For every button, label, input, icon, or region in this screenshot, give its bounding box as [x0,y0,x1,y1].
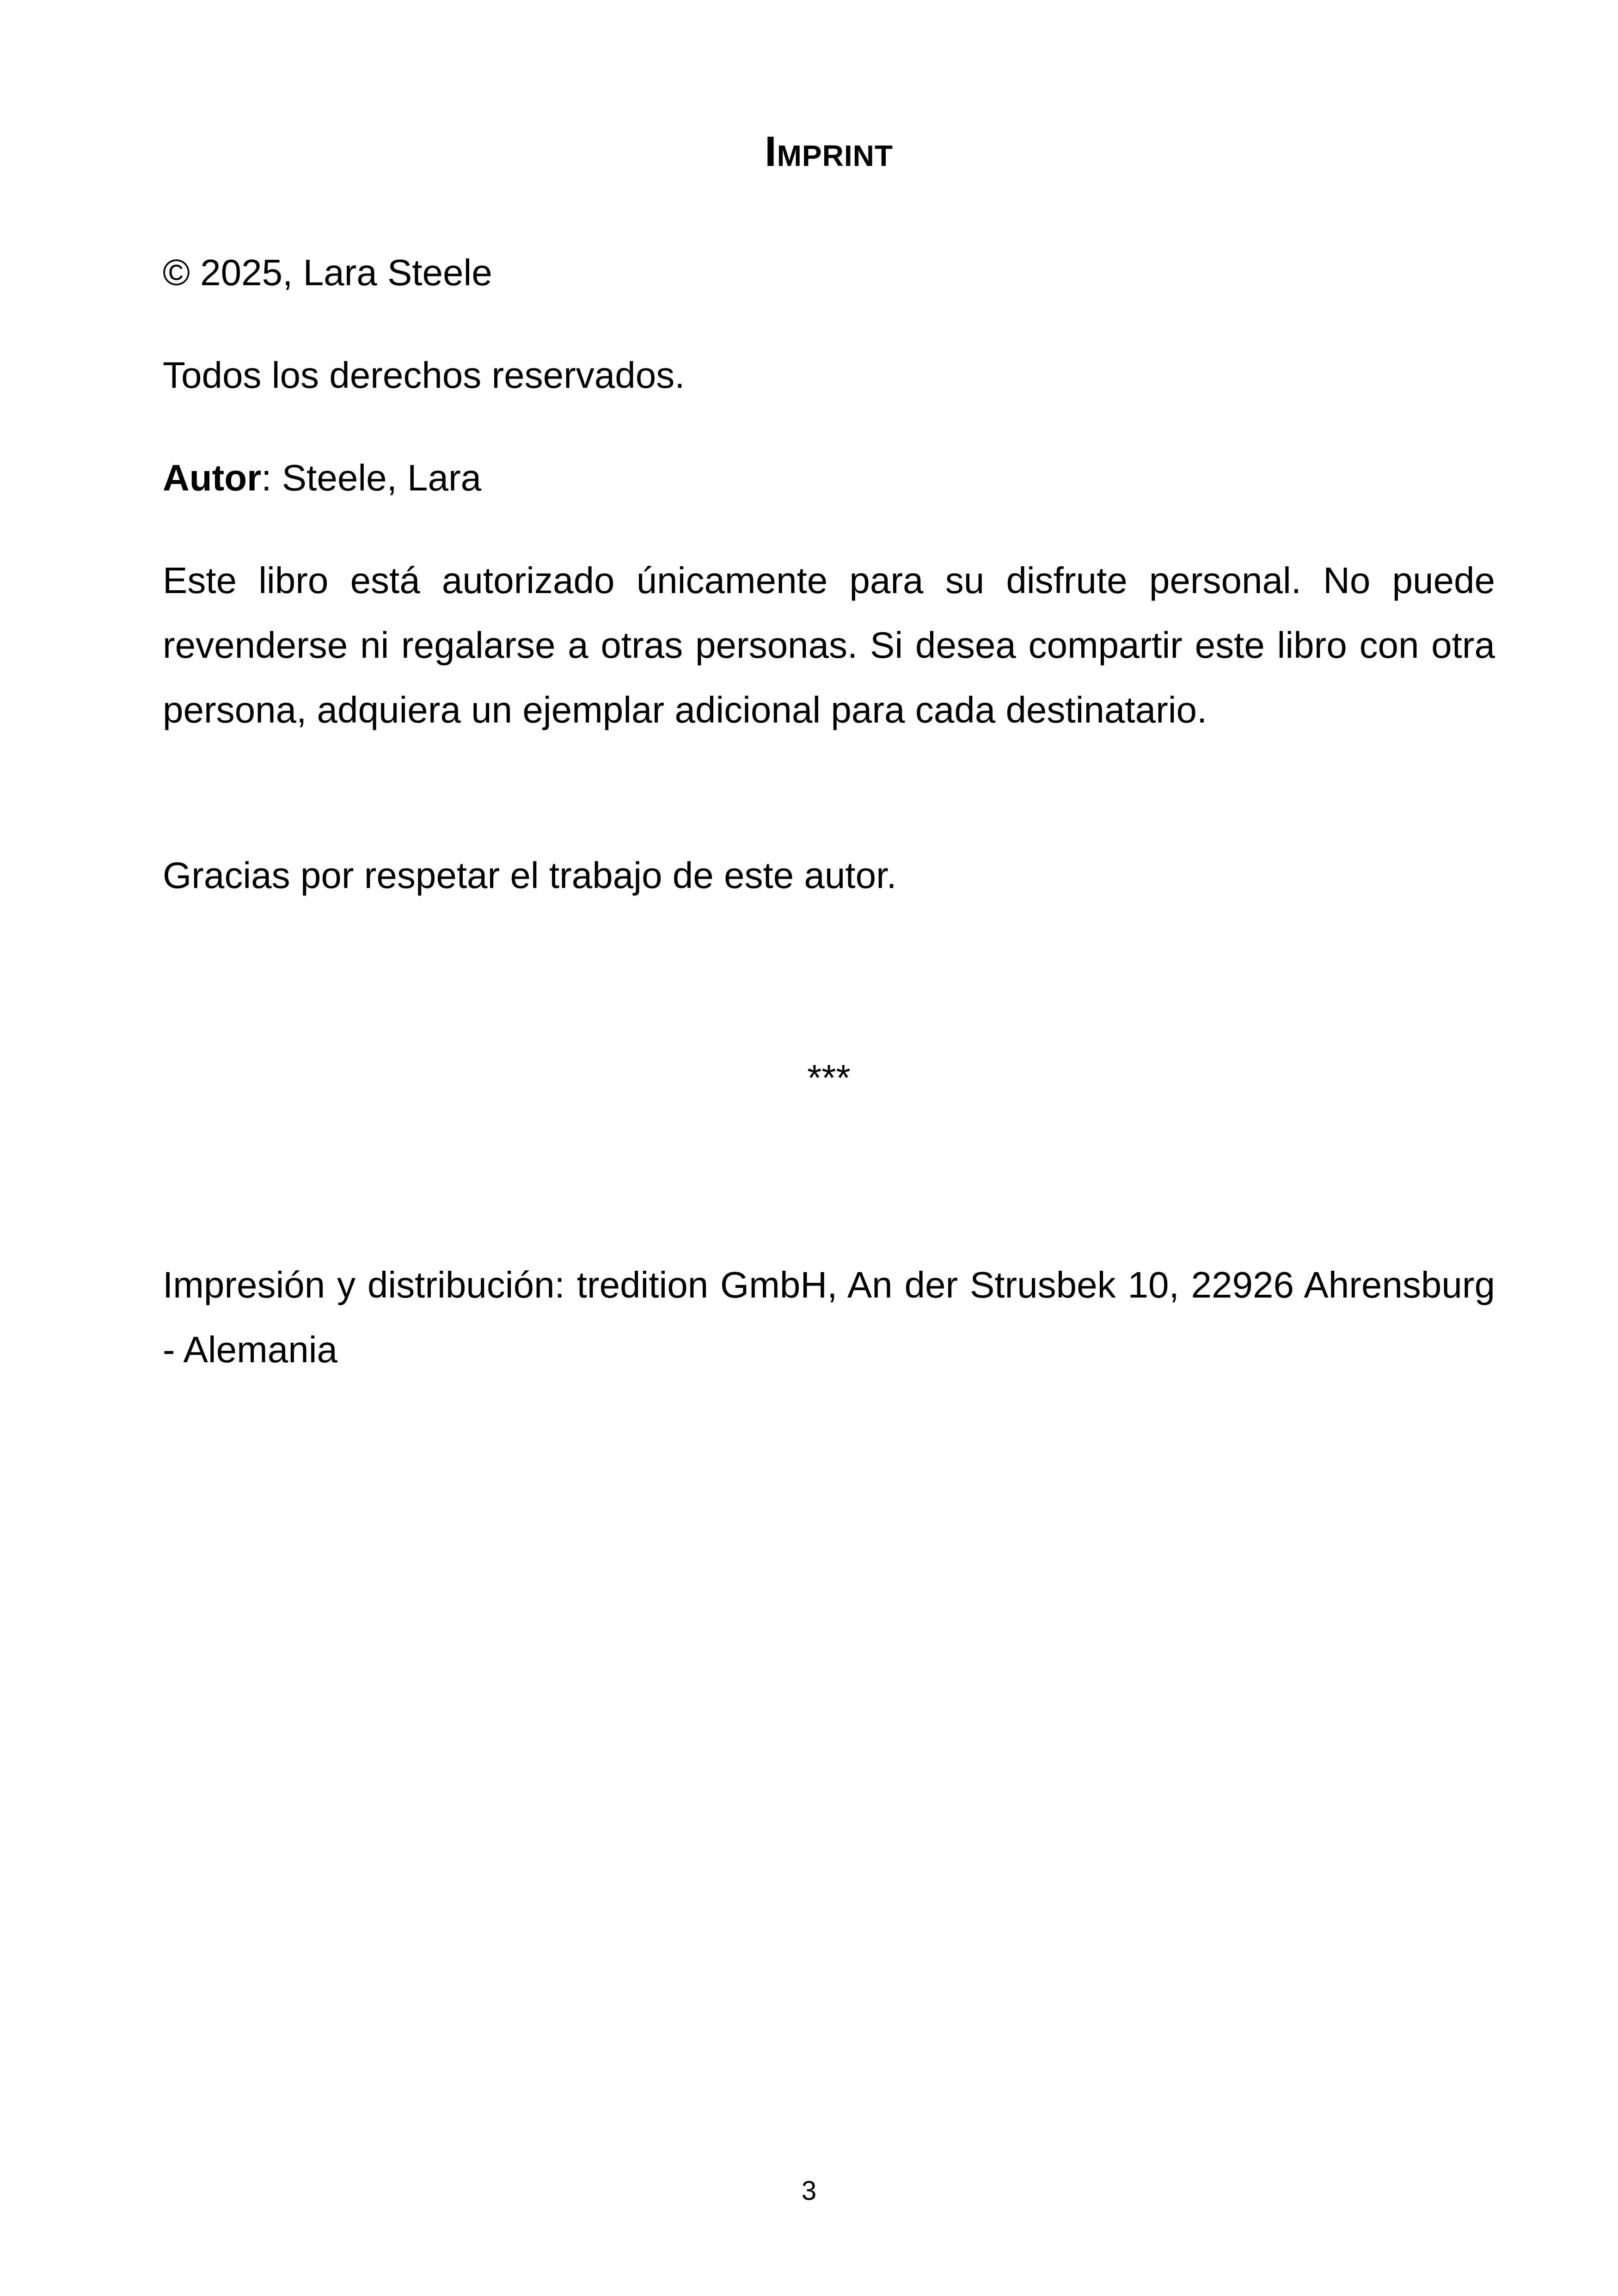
author-name: Steele, Lara [271,457,482,498]
rights-statement: Todos los derechos reservados. [163,355,685,396]
page-number: 3 [801,2176,817,2206]
author-line [163,446,1495,510]
printing-distribution: Impresión y distribución: tredition GmbH, An der Strusbek 10, 22926 Ahrensburg - Alemania [163,1264,1495,1370]
author-separator: : [261,457,272,498]
page-title: Imprint [765,128,893,175]
copyright-line: © 2025, Lara Steele [163,252,492,293]
author-label: Autor [163,457,262,498]
thanks-line: Gracias por respetar el trabajo de este autor. [163,855,897,896]
section-separator: *** [807,1057,851,1098]
license-paragraph: Este libro está autorizado únicamente para su disfrute personal. No puede revenderse ni regalarse a otras personas. Si desea compartir este libro con otra persona, adquiera un ejemplar adicional para cada destinatario. [163,560,1495,730]
